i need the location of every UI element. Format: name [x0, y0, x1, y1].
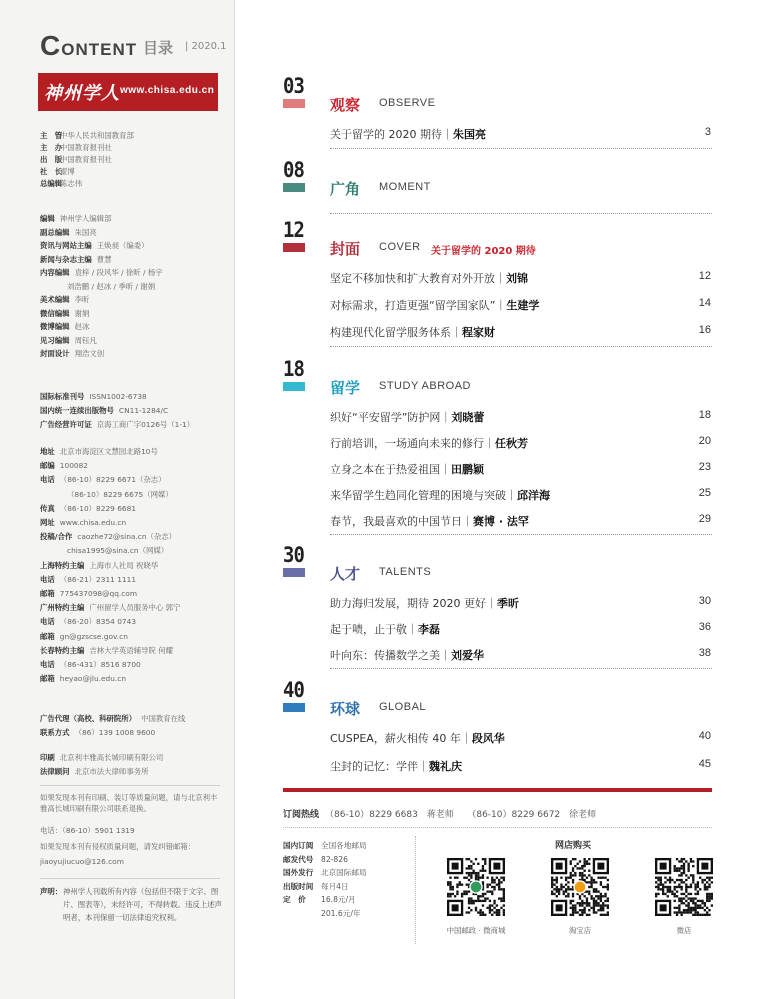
- masthead-row: [40, 131, 134, 141]
- quality-phone: 电话：（86-10）5901 1319: [40, 826, 135, 835]
- correction-email[interactable]: jiaoyujiucuo@126.com: [40, 857, 124, 866]
- subscribe-row: [283, 840, 367, 851]
- masthead-key: 邮箱: [40, 674, 55, 684]
- masthead-key: 长春特约主编: [40, 645, 85, 655]
- masthead-value: （86-20）8354 0743: [59, 617, 137, 627]
- masthead-value: （86-21）2311 1111: [59, 574, 137, 584]
- section-title[interactable]: 人才: [330, 565, 361, 583]
- masthead-row: [67, 282, 155, 292]
- masthead-value: gn@gzscse.gov.cn: [59, 631, 128, 641]
- article-page-number: 25: [698, 487, 711, 499]
- masthead-row: [40, 295, 89, 305]
- masthead-row: [40, 714, 185, 724]
- masthead-value: （86-10）8229 6681: [59, 503, 137, 513]
- article-title: 关于留学的 2020 期待｜: [330, 128, 453, 141]
- masthead-value: 中国教育报刊社: [60, 143, 112, 152]
- article-link[interactable]: [330, 758, 462, 774]
- article-author: 任秋芳: [495, 437, 528, 450]
- article-title: 来华留学生趋同化管理的困境与突破｜: [330, 489, 517, 502]
- masthead-key: 传真: [40, 503, 55, 513]
- qr-code[interactable]: [655, 858, 713, 916]
- article-title: 叶向东：传播数学之美｜: [330, 649, 451, 662]
- masthead-key: 法律顾问: [40, 767, 70, 776]
- masthead-value: 广州留学人员服务中心 郭宁: [89, 603, 181, 613]
- article-page-number: 40: [698, 730, 711, 742]
- masthead-value: 中华人民共和国教育部: [60, 131, 134, 140]
- section-divider: [330, 148, 712, 149]
- masthead-row: [40, 728, 155, 738]
- quality-notice: 如果发现本刊有印刷、装订等质量问题，请与北京利丰雅高长城印刷有限公司联系退换。: [40, 793, 218, 813]
- article-title: 对标需求，打造更强“留学国家队”｜: [330, 299, 507, 312]
- masthead-row: [40, 420, 194, 430]
- masthead-key: 主 办: [40, 143, 63, 152]
- article-link[interactable]: [330, 297, 539, 313]
- masthead-value: CN11-1284/C: [118, 406, 169, 415]
- article-page-number: 29: [698, 513, 711, 525]
- masthead-key: 新闻与杂志主编: [40, 254, 92, 264]
- masthead-row: [40, 518, 126, 528]
- subscribe-row: [283, 867, 367, 878]
- subscribe-key: 出版时间: [283, 881, 314, 891]
- masthead-key: 电话: [40, 617, 55, 627]
- masthead-key: 联系方式: [40, 728, 70, 737]
- masthead-value: 曹慧: [96, 254, 112, 264]
- article-author: 刘锦: [506, 272, 528, 285]
- masthead-key: 上海特约主编: [40, 560, 85, 570]
- section-number: 08: [283, 158, 304, 182]
- masthead-row: [67, 490, 173, 500]
- section-number: 18: [283, 357, 304, 381]
- subscribe-key: 定 价: [283, 895, 306, 904]
- masthead-value: 吉林大学英语辅导院 何耀: [89, 645, 174, 655]
- masthead-value: 朱国亮: [74, 227, 97, 237]
- section-number: 30: [283, 543, 304, 567]
- masthead-row: [40, 632, 128, 642]
- masthead-key: 国际标准刊号: [40, 392, 85, 401]
- toc-title: 目录: [143, 39, 174, 57]
- masthead-value: 京海工商广字0126号（1-1）: [96, 420, 195, 429]
- masthead-row: [40, 179, 82, 189]
- masthead-key: 编辑: [40, 214, 55, 223]
- article-link[interactable]: [330, 621, 440, 637]
- section-number: 40: [283, 678, 304, 702]
- red-divider: [283, 788, 712, 792]
- article-link[interactable]: [330, 126, 486, 142]
- article-page-number: 18: [698, 409, 711, 421]
- masthead-row: [40, 241, 149, 251]
- masthead-row: [40, 167, 75, 177]
- masthead-row: [40, 336, 97, 346]
- magazine-banner[interactable]: [38, 73, 218, 111]
- qr-code[interactable]: [447, 858, 505, 916]
- masthead-row: [40, 674, 126, 684]
- article-link[interactable]: [330, 324, 495, 340]
- article-author: 季昕: [497, 597, 519, 610]
- masthead-key: 资讯与网站主编: [40, 241, 92, 250]
- masthead-key: 邮箱: [40, 631, 55, 641]
- masthead-value: 谢娟: [74, 308, 90, 318]
- masthead-key: 内容编辑: [40, 268, 70, 277]
- article-page-number: 12: [698, 270, 711, 282]
- masthead-row: [40, 532, 176, 542]
- masthead-row: [40, 214, 112, 224]
- section-title[interactable]: 环球: [330, 700, 361, 718]
- masthead-value: 神州学人编辑部: [59, 214, 112, 223]
- article-link[interactable]: [330, 487, 550, 503]
- section-title[interactable]: 封面: [330, 240, 361, 258]
- masthead-value: 刘浩鹏 / 赵冰 / 季昕 / 谢娟: [67, 281, 156, 291]
- masthead-value: 陈志伟: [60, 179, 83, 188]
- section-color-bar: [283, 382, 305, 391]
- section-subtitle: 关于留学的 2020 期待: [431, 246, 536, 257]
- masthead-key: 国内统一连续出版物号: [40, 406, 114, 415]
- issue-date: | 2020.1: [185, 41, 227, 52]
- article-title: 起于啧，止于敬｜: [330, 623, 418, 636]
- masthead-row: [40, 155, 112, 165]
- masthead-row: [40, 143, 112, 153]
- qr-caption: 淘宝店: [568, 926, 592, 935]
- subscribe-row: [283, 894, 356, 905]
- article-page-number: 16: [698, 324, 711, 336]
- masthead-value: chisa1995@sina.cn（网媒）: [67, 546, 169, 556]
- masthead-key: 邮编: [40, 461, 55, 471]
- masthead-row: [40, 660, 141, 670]
- subscribe-row: [283, 881, 349, 892]
- masthead-row: [40, 617, 136, 627]
- subscribe-row: [283, 854, 348, 865]
- article-link[interactable]: [330, 595, 519, 611]
- article-link[interactable]: [330, 647, 484, 663]
- section-divider: [330, 534, 712, 535]
- article-link[interactable]: [330, 730, 505, 746]
- article-page-number: 38: [698, 647, 711, 659]
- masthead-key: 广告经营许可证: [40, 420, 92, 429]
- masthead-row: [40, 475, 166, 485]
- article-link[interactable]: [330, 270, 528, 286]
- masthead-key: 出 版: [40, 155, 63, 164]
- masthead-key: 投稿/合作: [40, 532, 73, 542]
- masthead-key: 电话: [40, 475, 55, 485]
- article-title: CUSPEA，薪火相传 40 年｜: [330, 732, 472, 745]
- masthead-key: 美术编辑: [40, 295, 70, 304]
- subscribe-value: 北京国际邮局: [321, 868, 367, 877]
- masthead-row: [40, 322, 89, 332]
- declaration-label: 声明：: [40, 887, 63, 896]
- masthead-row: [40, 255, 112, 265]
- section-title-en: OBSERVE: [379, 97, 436, 109]
- section-title[interactable]: 留学: [330, 379, 361, 397]
- online-shop-title: 网店购买: [555, 841, 592, 851]
- masthead-value: 上海市人社局 祝晓华: [89, 560, 159, 570]
- masthead-row: [40, 392, 147, 402]
- article-author: 赛博 · 法罕: [473, 515, 529, 528]
- masthead-row: [40, 575, 136, 585]
- masthead-row: [40, 309, 89, 319]
- article-author: 生建学: [506, 299, 540, 312]
- masthead-key: 封面设计: [40, 349, 70, 358]
- section-color-bar: [283, 99, 305, 108]
- article-author: 朱国亮: [453, 128, 486, 141]
- subscribe-value: 201.6元/年: [321, 908, 361, 918]
- article-page-number: 14: [698, 297, 711, 309]
- subscribe-key: 国内订阅: [283, 841, 314, 850]
- masthead-value: 赵冰: [74, 322, 90, 331]
- section-color-bar: [283, 243, 305, 252]
- section-title-en: GLOBAL: [379, 701, 427, 713]
- section-title-en: COVER: [379, 241, 421, 253]
- masthead-key: 电话: [40, 574, 55, 584]
- article-title: 立身之本在于热爱祖国｜: [330, 463, 451, 476]
- masthead-row: [40, 767, 149, 777]
- masthead-key: 网址: [40, 518, 55, 527]
- section-title[interactable]: 观察: [330, 96, 361, 114]
- article-author: 邱洋海: [517, 489, 550, 502]
- masthead-key: 邮箱: [40, 589, 55, 598]
- masthead-divider: [40, 878, 220, 879]
- masthead-value: 北京利丰雅高长城印刷有限公司: [59, 753, 164, 762]
- declaration-text: 神州学人刊载所有内容（包括但不限于文字、图片、图表等），未经许可，不得转载。违反上述声明者，本刊保留一切法律追究权利。: [63, 887, 222, 922]
- article-author: 刘爱华: [451, 649, 484, 662]
- article-link[interactable]: [330, 435, 528, 451]
- article-page-number: 30: [698, 595, 711, 607]
- section-title[interactable]: 广角: [330, 180, 361, 198]
- masthead-row: [40, 406, 168, 416]
- masthead-key: 主 管: [40, 131, 63, 140]
- subscribe-value: 全国各地邮局: [321, 841, 367, 850]
- magazine-logo: 神州学人: [44, 83, 120, 104]
- subscribe-row: [283, 908, 361, 919]
- masthead-value: （86-10）8229 6671（杂志）: [59, 475, 166, 485]
- masthead-value: heyao@jlu.edu.cn: [59, 674, 127, 684]
- masthead-value: ISSN1002-6738: [89, 392, 147, 401]
- qr-caption: 微店: [676, 926, 692, 935]
- article-title: 坚定不移加快和扩大教育对外开放｜: [330, 272, 506, 285]
- masthead-row: [40, 646, 173, 656]
- subscribe-value: 每月4日: [321, 881, 349, 891]
- article-author: 李磊: [418, 623, 440, 636]
- section-divider: [330, 346, 712, 347]
- masthead-divider: [40, 785, 220, 786]
- article-title: 行前培训，一场通向未来的修行｜: [330, 437, 495, 450]
- masthead-key: 电话: [40, 660, 55, 669]
- masthead-value: 775437098@qq.com: [59, 589, 138, 598]
- masthead-value: 北京市海淀区文慧园北路10号: [59, 447, 158, 456]
- masthead-key: 印刷: [40, 753, 55, 762]
- article-author: 段风华: [471, 732, 505, 745]
- masthead-value: 翟博: [60, 167, 75, 176]
- section-color-bar: [283, 703, 305, 712]
- section-number: 03: [283, 74, 304, 98]
- article-author: 魏礼庆: [429, 760, 462, 773]
- article-title: 织好“平安留学”防护网｜: [330, 411, 452, 424]
- copyright-declaration: [40, 885, 225, 924]
- article-page-number: 20: [698, 435, 711, 447]
- masthead-value: 中国教育报刊社: [60, 155, 112, 164]
- article-author: 刘晓蕾: [451, 411, 485, 424]
- article-page-number: 36: [698, 621, 711, 633]
- article-link[interactable]: [330, 409, 484, 425]
- article-title: 尘封的记忆：学伴｜: [330, 760, 429, 773]
- section-divider: [330, 668, 712, 669]
- article-link[interactable]: [330, 513, 529, 529]
- masthead-value: 中国教育在线: [141, 714, 186, 723]
- masthead-key: 广告代理（高校、科研院所）: [40, 714, 137, 723]
- masthead-value: 100082: [59, 461, 89, 471]
- masthead-key: 见习编辑: [40, 335, 70, 345]
- masthead-key: 微信编辑: [40, 308, 70, 318]
- masthead-key: 社 长: [40, 167, 63, 176]
- section-color-bar: [283, 568, 305, 577]
- website-url[interactable]: www.chisa.edu.cn: [120, 85, 215, 96]
- masthead-row: [40, 349, 104, 359]
- masthead-row: [40, 753, 163, 763]
- section-divider: [330, 213, 712, 214]
- masthead-value: 王焕昶（编委）: [96, 241, 149, 250]
- article-page-number: 3: [704, 126, 711, 138]
- subscribe-key: 国外发行: [283, 868, 314, 877]
- article-link[interactable]: [330, 461, 484, 477]
- masthead-row: [40, 504, 136, 514]
- masthead-value: www.chisa.edu.cn: [59, 518, 127, 527]
- qr-caption: 中国邮政 · 微商城: [446, 926, 506, 935]
- section-title-en: TALENTS: [379, 566, 432, 578]
- masthead-value: 周钰凡: [74, 335, 97, 345]
- section-title-en: MOMENT: [379, 181, 431, 193]
- masthead-key: 副总编辑: [40, 227, 70, 237]
- masthead-value: 李昕: [74, 295, 90, 304]
- masthead-key: 地址: [40, 447, 55, 456]
- article-page-number: 45: [698, 758, 711, 770]
- article-title: 构建现代化留学服务体系｜: [330, 326, 462, 339]
- masthead-row: [40, 447, 158, 457]
- masthead-value: 翔浩文创: [74, 349, 105, 358]
- masthead-value: 袁梓 / 段风华 / 徐昕 / 杨宇: [74, 268, 163, 277]
- subscribe-value: 82-826: [321, 854, 348, 864]
- masthead-value: 北京市法大律师事务所: [74, 767, 149, 776]
- correction-notice: 如果发现本刊有侵权质量问题，请发纠错邮箱：: [40, 842, 196, 851]
- masthead-value: （86-431）8516 8700: [59, 660, 141, 669]
- masthead-row: [40, 268, 163, 278]
- section-color-bar: [283, 183, 305, 192]
- masthead-key: 总编辑: [40, 179, 63, 188]
- content-wordmark: CONTENT: [40, 30, 138, 61]
- masthead-row: [40, 589, 137, 599]
- masthead-value: （86）139 1008 9600: [74, 728, 156, 737]
- masthead-row: [40, 228, 97, 238]
- article-title: 春节，我最喜欢的中国节日｜: [330, 515, 473, 528]
- subscribe-hotline: 订阅热线 （86-10）8229 6683 蒋老师 （86-10）8229 6672 徐老师: [283, 810, 597, 820]
- article-author: 田鹏颖: [451, 463, 484, 476]
- masthead-key: 广州特约主编: [40, 603, 85, 613]
- subscribe-divider: [283, 827, 712, 828]
- masthead-row: [40, 603, 180, 613]
- subscribe-vertical-divider: [415, 836, 416, 944]
- qr-code[interactable]: [551, 858, 609, 916]
- subscribe-value: 16.8元/月: [321, 895, 356, 904]
- masthead-row: [40, 561, 158, 571]
- section-title-en: STUDY ABROAD: [379, 380, 471, 392]
- article-title: 助力海归发展，期待 2020 更好｜: [330, 597, 497, 610]
- masthead-row: [40, 461, 88, 471]
- article-page-number: 23: [698, 461, 711, 473]
- section-number: 12: [283, 218, 304, 242]
- masthead-value: （86-10）8229 6675（网媒）: [67, 489, 173, 499]
- article-author: 程家财: [462, 326, 495, 339]
- subscribe-key: 邮发代号: [283, 854, 314, 864]
- masthead-key: 微博编辑: [40, 322, 70, 331]
- masthead-column: [0, 0, 235, 999]
- masthead-row: [67, 546, 168, 556]
- masthead-value: caozhe72@sina.cn（杂志）: [77, 532, 177, 542]
